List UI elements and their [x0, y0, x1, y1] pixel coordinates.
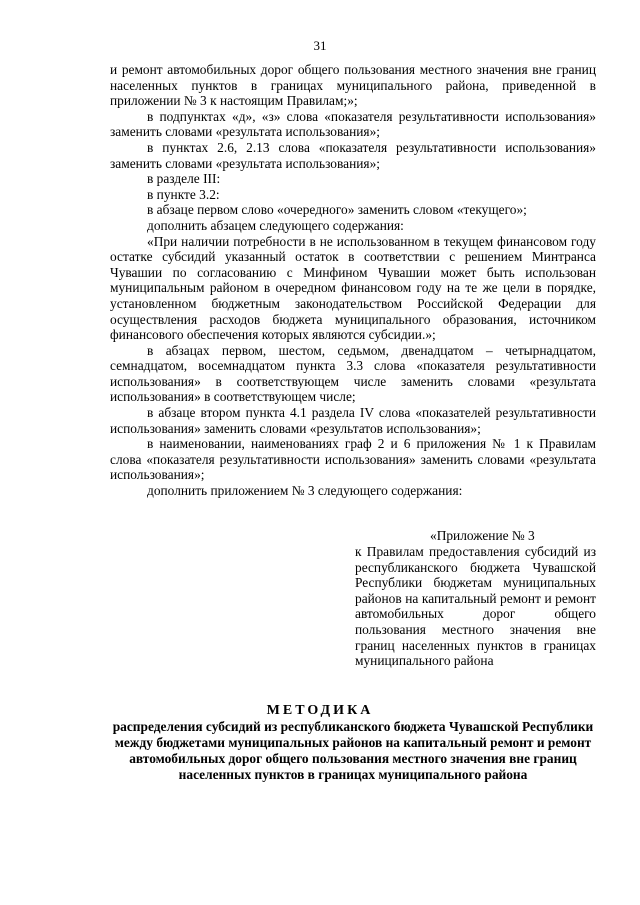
paragraph: в абзаце втором пункта 4.1 раздела IV слова «показателей результативности использования» заменить словами «результатов использования»; [110, 405, 596, 436]
paragraph: и ремонт автомобильных дорог общего пользования местного значения вне границ населенных пунктов в границах муниципального района, приведенной в приложении № 3 к настоящим Правилам;»; [110, 62, 596, 109]
paragraph: в абзаце первом слово «очередного» заменить словом «текущего»; [147, 202, 527, 218]
methodology-subtitle: распределения субсидий из республиканского бюджета Чувашской Республики между бюджетами муниципальных районов на капитальный ремонт и ремонт автомобильных дорог общего пользования местного значения вне границ населенных пунктов в границах муниципального района [112, 719, 594, 782]
paragraph: в разделе III: [147, 171, 221, 187]
annex-title: «Приложение № 3 [430, 528, 535, 543]
paragraph: дополнить приложением № 3 следующего содержания: [147, 483, 463, 499]
paragraph: в наименовании, наименованиях граф 2 и 6 приложения № 1 к Правилам слова «показателя результативности использования» заменить словами «результата использования»; [110, 436, 596, 483]
paragraph: дополнить абзацем следующего содержания: [147, 217, 404, 233]
annex-body: к Правилам предоставления субсидий из республиканского бюджета Чувашской Республики бюджетам муниципальных районов на капитальный ремонт и ремонт автомобильных дорог общего пользования местного значения вне границ населенных пунктов в границах муниципального района [355, 544, 596, 669]
paragraph: в абзацах первом, шестом, седьмом, двенадцатом – четырнадцатом, семнадцатом, восемнадцатом пункта 3.3 слова «показателя результативности использования» в соответствующем числе заменить словами «результата использования» в соответствующем числе; [110, 342, 596, 405]
page-number: 31 [313, 38, 327, 53]
methodology-title: МЕТОДИКА [266, 703, 374, 718]
body-text [110, 62, 596, 499]
paragraph: в пункте 3.2: [147, 186, 220, 202]
paragraph: в подпунктах «д», «з» слова «показателя результативности использования» заменить словами «результата использования»; [110, 108, 596, 140]
paragraph: в пунктах 2.6, 2.13 слова «показателя результативности использования» заменить словами «результата использования»; [110, 139, 596, 171]
paragraph: «При наличии потребности в не использованном в текущем финансовом году остатке субсидий указанный остаток в соответствии с решением Минтранса Чувашии по согласованию с Минфином Чувашии может быть использован муниципальным районом в очередном финансовом году на те же цели в порядке, установленном бюджетным законодательством Российской Федерации для осуществления расходов бюджета муниципального образования, источником финансового обеспечения которых являются субсидии.»; [110, 233, 596, 343]
